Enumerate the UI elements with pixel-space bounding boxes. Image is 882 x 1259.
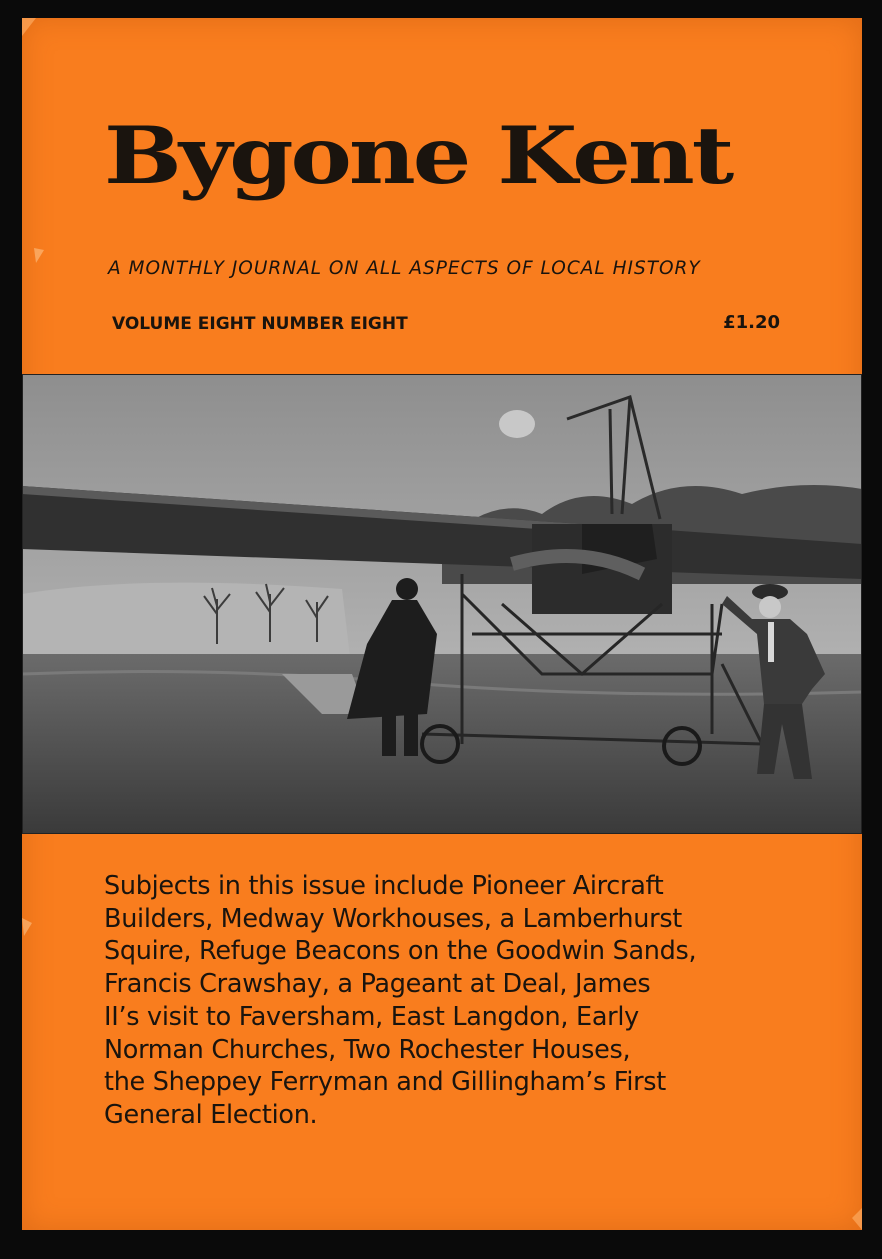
magazine-subtitle: A MONTHLY JOURNAL ON ALL ASPECTS OF LOCAL HISTORY (108, 258, 701, 279)
issue-volume: VOLUME EIGHT NUMBER EIGHT (112, 314, 408, 334)
contents-line: Subjects in this issue include Pioneer Aircraft (104, 871, 664, 901)
contents-line: the Sheppey Ferryman and Gillingham’s First (104, 1067, 666, 1098)
contents-line: Norman Churches, Two Rochester Houses, (104, 1034, 631, 1065)
contents-line: General Election. (104, 1099, 318, 1130)
contents-line: Squire, Refuge Beacons on the Goodwin Sands, (104, 936, 697, 967)
cover-photograph (22, 374, 862, 834)
magazine-cover (22, 18, 862, 1230)
magazine-title: Bygone Kent (104, 109, 732, 202)
contents-line: Builders, Medway Workhouses, a Lamberhurst (104, 903, 683, 934)
contents-line: Francis Crawshay, a Pageant at Deal, James (104, 969, 651, 1000)
contents-line: II’s visit to Faversham, East Langdon, Early (104, 1001, 639, 1032)
issue-price: £1.20 (723, 312, 780, 333)
issue-contents (104, 870, 784, 1132)
